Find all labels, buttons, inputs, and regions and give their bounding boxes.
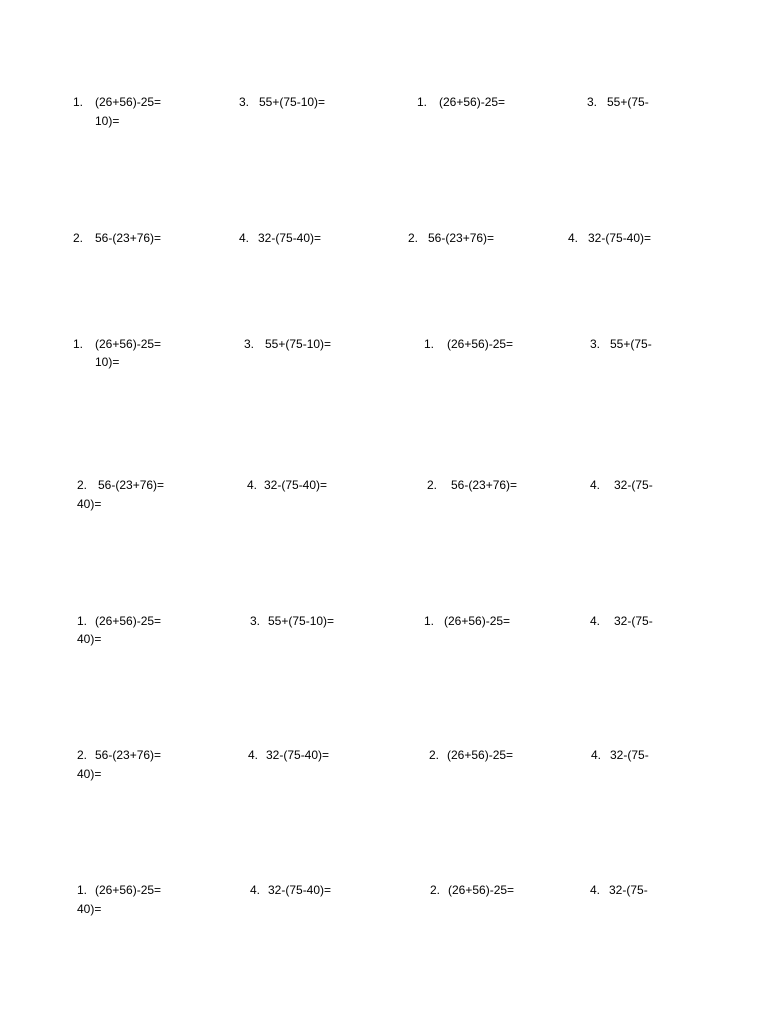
problem-expression: (26+56)-25= <box>95 883 162 897</box>
problem-number: 4. <box>590 614 601 628</box>
problem-expression: 56-(23+76)= <box>95 748 162 762</box>
problem-r6-c4 <box>591 748 649 762</box>
problem-expression: 55+(75- <box>607 95 649 109</box>
problem-expression: 32-(75- <box>610 748 649 762</box>
problem-expression: (26+56)-25= <box>95 95 162 109</box>
problem-number: 4. <box>248 748 259 762</box>
problem-expression: (26+56)-25= <box>447 748 514 762</box>
problem-number: 3. <box>250 614 261 628</box>
problem-expression: (26+56)-25= <box>439 95 506 109</box>
problem-expression: 56-(23+76)= <box>98 478 165 492</box>
problem-number: 4. <box>591 748 602 762</box>
problem-r5-c3 <box>424 614 510 628</box>
problem-number: 1. <box>77 883 88 897</box>
problem-r2-c4 <box>568 231 651 245</box>
problem-number: 2. <box>408 231 419 245</box>
problem-expression: 32-(75- <box>614 478 653 492</box>
problem-number: 4. <box>239 231 250 245</box>
problem-r3-c3 <box>424 337 513 351</box>
problem-r1-c3 <box>417 95 505 109</box>
problem-r7-c4 <box>590 883 648 897</box>
problem-r2-c2 <box>239 231 321 245</box>
problem-r6-c2 <box>248 748 329 762</box>
problem-number: 1. <box>424 614 435 628</box>
problem-number: 2. <box>427 478 438 492</box>
problem-expression: (26+56)-25= <box>95 614 162 628</box>
problem-number: 2. <box>77 748 88 762</box>
problem-r2-c3 <box>408 231 494 245</box>
problem-number: 1. <box>424 337 435 351</box>
problem-r1-c4 <box>587 95 649 109</box>
problem-r4-c2 <box>247 478 327 492</box>
problem-r1-c2 <box>239 95 325 109</box>
wrapped-continuation: 40)= <box>77 767 102 781</box>
problem-number: 3. <box>590 337 601 351</box>
wrapped-continuation: 40)= <box>77 902 102 916</box>
problem-expression: 55+(75-10)= <box>265 337 332 351</box>
problem-r4-c4 <box>590 478 653 492</box>
problem-expression: 32-(75-40)= <box>258 231 322 245</box>
problem-expression: 32-(75-40)= <box>264 478 328 492</box>
problem-number: 4. <box>247 478 258 492</box>
problem-number: 1. <box>77 614 88 628</box>
problem-r3-c1 <box>73 337 161 351</box>
problem-expression: 55+(75- <box>610 337 652 351</box>
problem-number: 1. <box>73 95 84 109</box>
problem-number: 4. <box>590 883 601 897</box>
problem-r1-c1 <box>73 95 161 109</box>
problem-r4-c3 <box>427 478 517 492</box>
problem-number: 4. <box>250 883 261 897</box>
problem-r7-c3 <box>430 883 514 897</box>
wrapped-continuation: 40)= <box>77 497 102 511</box>
problem-r5-c1 <box>77 614 161 628</box>
problem-r7-c1 <box>77 883 161 897</box>
problem-r3-c2 <box>244 337 331 351</box>
problem-r7-c2 <box>250 883 331 897</box>
problem-number: 2. <box>77 478 88 492</box>
problem-r5-c4 <box>590 614 653 628</box>
problem-number: 2. <box>73 231 84 245</box>
problem-r5-c2 <box>250 614 334 628</box>
problem-number: 4. <box>590 478 601 492</box>
problem-expression: (26+56)-25= <box>448 883 515 897</box>
wrapped-continuation: 40)= <box>77 632 102 646</box>
problem-expression: (26+56)-25= <box>95 337 162 351</box>
wrapped-continuation: 10)= <box>95 114 120 128</box>
problem-expression: 55+(75-10)= <box>268 614 335 628</box>
wrapped-continuation: 10)= <box>95 355 120 369</box>
problem-r6-c3 <box>429 748 513 762</box>
problem-expression: 32-(75-40)= <box>588 231 652 245</box>
problem-number: 3. <box>239 95 250 109</box>
problem-expression: 56-(23+76)= <box>428 231 495 245</box>
problem-expression: 32-(75- <box>614 614 653 628</box>
problem-number: 4. <box>568 231 579 245</box>
problem-r2-c1 <box>73 231 161 245</box>
problem-expression: 32-(75-40)= <box>266 748 330 762</box>
problem-expression: 32-(75- <box>609 883 648 897</box>
problem-expression: 56-(23+76)= <box>451 478 518 492</box>
problem-expression: 56-(23+76)= <box>95 231 162 245</box>
problem-expression: 32-(75-40)= <box>268 883 332 897</box>
problem-number: 2. <box>429 748 440 762</box>
problem-number: 3. <box>244 337 255 351</box>
problem-r6-c1 <box>77 748 161 762</box>
problem-number: 1. <box>417 95 428 109</box>
problem-expression: 55+(75-10)= <box>259 95 326 109</box>
problem-number: 3. <box>587 95 598 109</box>
problem-number: 2. <box>430 883 441 897</box>
problem-number: 1. <box>73 337 84 351</box>
problem-r3-c4 <box>590 337 652 351</box>
problem-r4-c1 <box>77 478 164 492</box>
problem-expression: (26+56)-25= <box>444 614 511 628</box>
problem-expression: (26+56)-25= <box>447 337 514 351</box>
